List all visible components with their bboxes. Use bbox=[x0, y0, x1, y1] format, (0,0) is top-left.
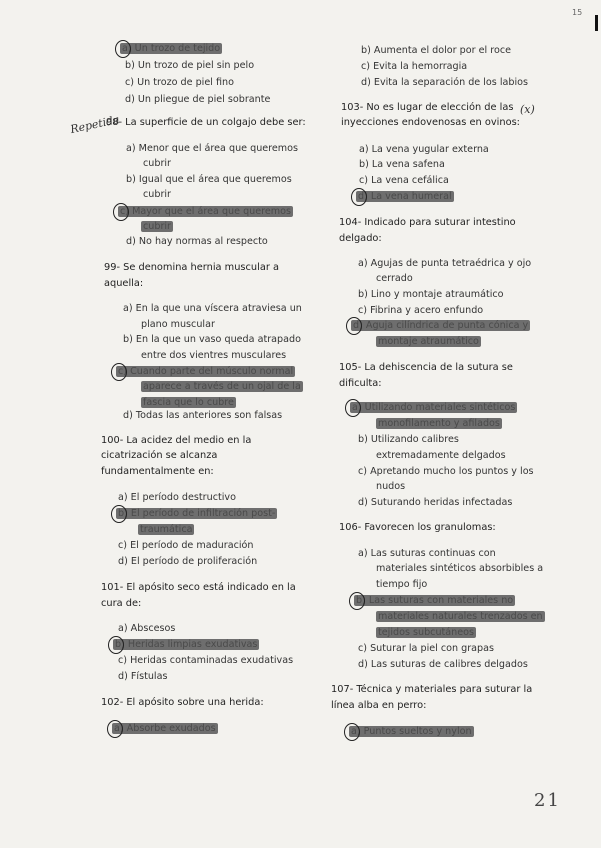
option-text: c) El período de maduración bbox=[118, 540, 254, 551]
highlighted-answer: montaje atraumático bbox=[378, 336, 479, 347]
highlighted-answer: a) Puntos sueltos y nylon bbox=[351, 726, 472, 737]
option-text: a) El período destructivo bbox=[118, 492, 236, 503]
question-text: 102- El apósito sobre una herida: bbox=[101, 697, 264, 708]
question-text: 106- Favorecen los granulomas: bbox=[339, 522, 496, 533]
option-text bbox=[354, 595, 515, 607]
highlighted-answer: d) La vena humeral bbox=[358, 191, 452, 202]
handwritten-mark: (x) bbox=[520, 103, 535, 116]
question-text: 104- Indicado para suturar intestino bbox=[339, 217, 516, 228]
answer-circle bbox=[344, 723, 360, 741]
question-text: dificulta: bbox=[339, 378, 382, 389]
question-text: 107- Técnica y materiales para suturar la bbox=[331, 684, 533, 695]
option-text: a) Las suturas continuas con bbox=[358, 548, 496, 559]
option-text: nudos bbox=[376, 481, 406, 492]
question-text: 98- La superficie de un colgajo debe ser: bbox=[106, 117, 306, 128]
option-text: d) Suturando heridas infectadas bbox=[358, 497, 513, 508]
option-text: d) No hay normas al respecto bbox=[126, 236, 268, 247]
answer-circle bbox=[351, 188, 367, 206]
option-text: d) Las suturas de calibres delgados bbox=[358, 659, 528, 670]
option-text: c) Evita la hemorragia bbox=[361, 61, 468, 72]
highlighted-answer: fascia que lo cubre bbox=[143, 397, 234, 408]
answer-circle bbox=[349, 592, 365, 610]
option-text: b) Aumenta el dolor por el roce bbox=[361, 45, 512, 56]
highlighted-answer: monofilamento y afilados bbox=[378, 418, 500, 429]
answer-circle bbox=[108, 636, 124, 654]
option-text: c) La vena cefálica bbox=[359, 175, 449, 186]
answer-circle bbox=[111, 505, 127, 523]
highlighted-answer: b) Heridas limpias exudativas bbox=[115, 639, 258, 650]
option-text: extremadamente delgados bbox=[376, 450, 506, 461]
question-text: inyecciones endovenosas en ovinos: bbox=[341, 117, 520, 128]
option-text bbox=[376, 627, 476, 639]
option-text: b) Utilizando calibres bbox=[358, 434, 459, 445]
page-number: 21 bbox=[534, 790, 561, 811]
option-text bbox=[351, 320, 530, 332]
option-text bbox=[376, 611, 545, 623]
question-text: 101- El apósito seco está indicado en la bbox=[101, 582, 296, 593]
question-text: 105- La dehiscencia de la sutura se bbox=[339, 362, 513, 373]
option-text bbox=[141, 221, 173, 233]
question-text: delgado: bbox=[339, 233, 382, 244]
answer-circle bbox=[111, 363, 127, 381]
answer-circle bbox=[107, 720, 123, 738]
option-text: b) En la que un vaso queda atrapado bbox=[123, 334, 301, 345]
question-text: 103- No es lugar de elección de las bbox=[341, 102, 514, 113]
option-text: d) Fístulas bbox=[118, 671, 168, 682]
question-text: 99- Se denomina hernia muscular a bbox=[104, 262, 279, 273]
option-text: a) Abscesos bbox=[118, 623, 176, 634]
answer-circle bbox=[115, 40, 131, 58]
option-text: b) Igual que el área que queremos bbox=[126, 174, 292, 185]
highlighted-answer: tejidos subcutáneos bbox=[378, 627, 475, 638]
option-text: cubrir bbox=[143, 158, 171, 169]
question-text: fundamentalmente en: bbox=[101, 466, 214, 477]
option-text: cerrado bbox=[376, 273, 413, 284]
highlighted-answer: a) Un trozo de tejido bbox=[122, 43, 221, 54]
option-text: a) Agujas de punta tetraédrica y ojo bbox=[358, 258, 532, 269]
option-text bbox=[116, 366, 295, 378]
option-text: c) Un trozo de piel fino bbox=[125, 77, 234, 88]
option-text: a) En la que una víscera atraviesa un bbox=[123, 303, 302, 314]
answer-circle bbox=[113, 203, 129, 221]
option-text: entre dos vientres musculares bbox=[141, 350, 287, 361]
highlighted-answer: a) Absorbe exudados bbox=[114, 723, 216, 734]
option-text: a) Menor que el área que queremos bbox=[126, 143, 299, 154]
corner-number: 15 bbox=[572, 8, 583, 17]
option-text: d) Todas las anteriores son falsas bbox=[123, 410, 283, 421]
highlighted-answer: traumática bbox=[140, 524, 193, 535]
highlighted-answer: aparece a través de un ojal de la bbox=[143, 381, 301, 392]
highlighted-answer: a) Utilizando materiales sintéticos bbox=[352, 402, 516, 413]
highlighted-answer: c) Mayor que el área que queremos bbox=[120, 206, 291, 217]
question-text: aquella: bbox=[104, 278, 144, 289]
highlighted-answer: b) El período de infiltración post- bbox=[118, 508, 276, 519]
option-text bbox=[350, 402, 517, 414]
question-text: cicatrización se alcanza bbox=[101, 450, 218, 461]
answer-circle bbox=[346, 317, 362, 335]
option-text bbox=[113, 639, 259, 651]
option-text: d) Evita la separación de los labios bbox=[361, 77, 528, 88]
answer-circle bbox=[345, 399, 361, 417]
option-text bbox=[116, 508, 277, 520]
option-text: cubrir bbox=[143, 189, 171, 200]
question-text: 100- La acidez del medio en la bbox=[101, 435, 252, 446]
option-text: plano muscular bbox=[141, 319, 215, 330]
option-text: a) La vena yugular externa bbox=[359, 144, 489, 155]
option-text: c) Suturar la piel con grapas bbox=[358, 643, 495, 654]
option-text bbox=[118, 206, 293, 218]
option-text bbox=[141, 381, 303, 393]
option-text bbox=[349, 726, 474, 738]
option-text: d) El período de proliferación bbox=[118, 556, 258, 567]
option-text: tiempo fijo bbox=[376, 579, 428, 590]
option-text: b) Un trozo de piel sin pelo bbox=[125, 60, 255, 71]
scan-edge-mark bbox=[595, 15, 598, 31]
option-text bbox=[141, 397, 236, 409]
option-text bbox=[376, 418, 502, 430]
highlighted-answer: cubrir bbox=[143, 221, 171, 232]
highlighted-answer: c) Cuando parte del músculo normal bbox=[118, 366, 294, 377]
option-text bbox=[376, 336, 481, 348]
option-text: materiales sintéticos absorbibles a bbox=[376, 563, 544, 574]
highlighted-answer: d) Aguja cilíndrica de punta cónica y bbox=[353, 320, 529, 331]
option-text bbox=[112, 723, 218, 735]
option-text bbox=[120, 43, 222, 55]
highlighted-answer: b) Las suturas con materiales no bbox=[356, 595, 514, 606]
option-text: d) Un pliegue de piel sobrante bbox=[125, 94, 271, 105]
highlighted-answer: materiales naturales trenzados en bbox=[378, 611, 543, 622]
handwritten-note: Repetida bbox=[69, 112, 121, 137]
option-text: c) Heridas contaminadas exudativas bbox=[118, 655, 294, 666]
option-text: b) Lino y montaje atraumático bbox=[358, 289, 504, 300]
question-text: cura de: bbox=[101, 598, 142, 609]
option-text: c) Apretando mucho los puntos y los bbox=[358, 466, 534, 477]
option-text bbox=[138, 524, 194, 536]
option-text bbox=[356, 191, 454, 203]
option-text: b) La vena safena bbox=[359, 159, 445, 170]
option-text: c) Fibrina y acero enfundo bbox=[358, 305, 484, 316]
question-text: línea alba en perro: bbox=[331, 700, 427, 711]
